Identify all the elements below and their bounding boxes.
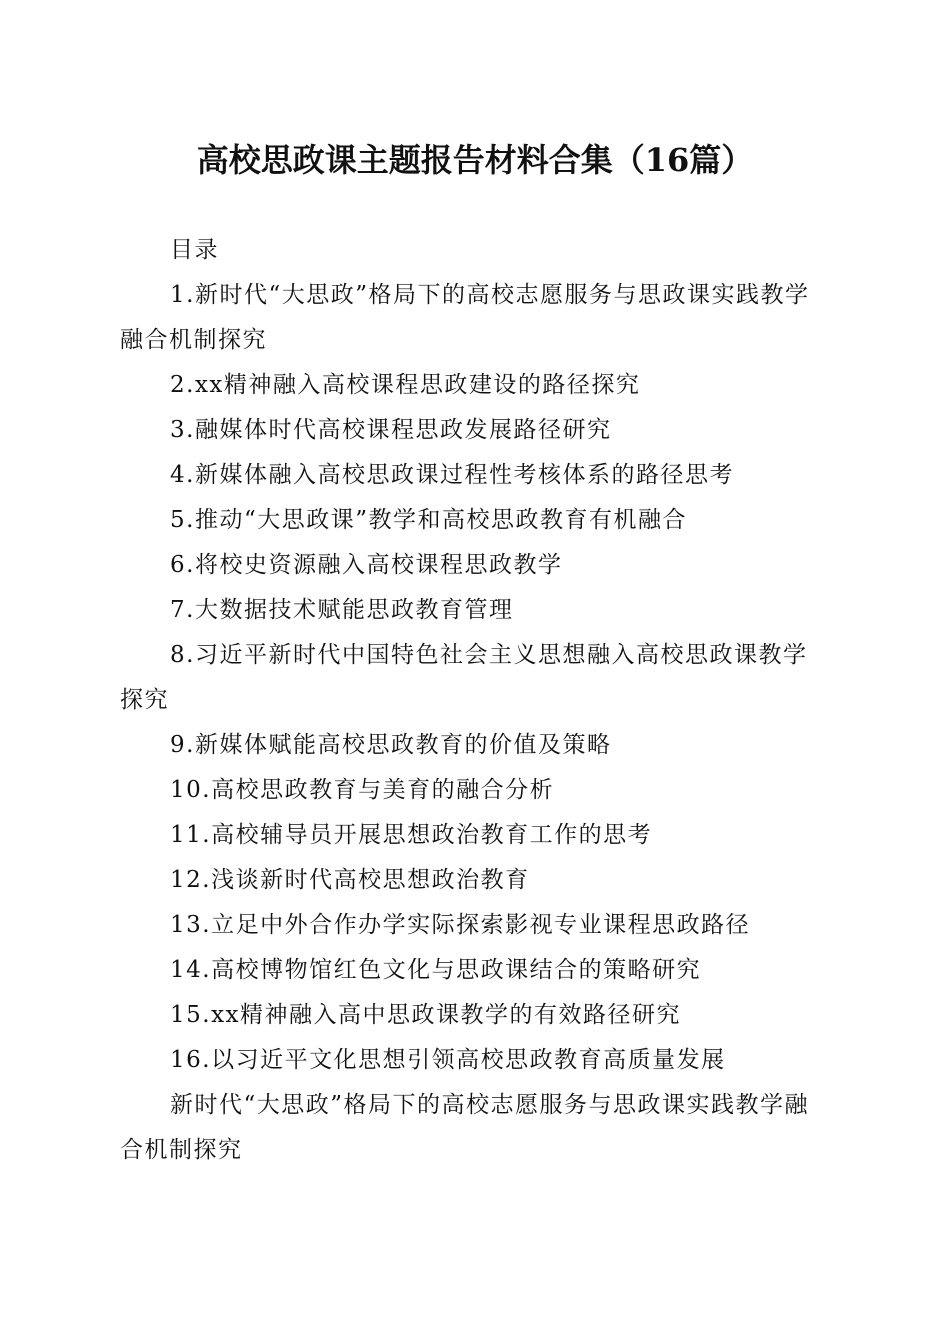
document-body: [120, 228, 830, 1173]
toc-item-6: 6.将校史资源融入高校课程思政教学: [170, 552, 563, 578]
toc-item-4: 4.新媒体融入高校思政课过程性考核体系的路径思考: [170, 462, 734, 488]
toc-item-10: 10.高校思政教育与美育的融合分析: [170, 777, 555, 803]
toc-item-5: 5.推动“大思政课”教学和高校思政教育有机融合: [170, 507, 687, 533]
toc-item-15: 15.xx精神融入高中思政课教学的有效路径研究: [170, 1002, 682, 1028]
toc-item-14: 14.高校博物馆红色文化与思政课结合的策略研究: [170, 957, 702, 983]
toc-item-3: 3.融媒体时代高校课程思政发展路径研究: [170, 417, 612, 443]
toc-item-13: 13.立足中外合作办学实际探索影视专业课程思政路径: [170, 912, 751, 938]
toc-item-8: 8.习近平新时代中国特色社会主义思想融入高校思政课教学探究: [120, 642, 808, 713]
toc-label: 目录: [170, 237, 219, 263]
toc-item-12: 12.浅谈新时代高校思想政治教育: [170, 867, 530, 893]
document-title: 高校思政课主题报告材料合集（16篇）: [196, 141, 754, 179]
toc-item-11: 11.高校辅导员开展思想政治教育工作的思考: [170, 822, 653, 848]
toc-item-9: 9.新媒体赋能高校思政教育的价值及策略: [170, 732, 612, 758]
first-article-title: 新时代“大思政”格局下的高校志愿服务与思政课实践教学融合机制探究: [120, 1092, 810, 1163]
toc-item-1: 1.新时代“大思政”格局下的高校志愿服务与思政课实践教学融合机制探究: [120, 282, 810, 353]
toc-item-7: 7.大数据技术赋能思政教育管理: [170, 597, 514, 623]
toc-item-16: 16.以习近平文化思想引领高校思政教育高质量发展: [170, 1047, 726, 1073]
toc-item-2: 2.xx精神融入高校课程思政建设的路径探究: [170, 372, 641, 398]
